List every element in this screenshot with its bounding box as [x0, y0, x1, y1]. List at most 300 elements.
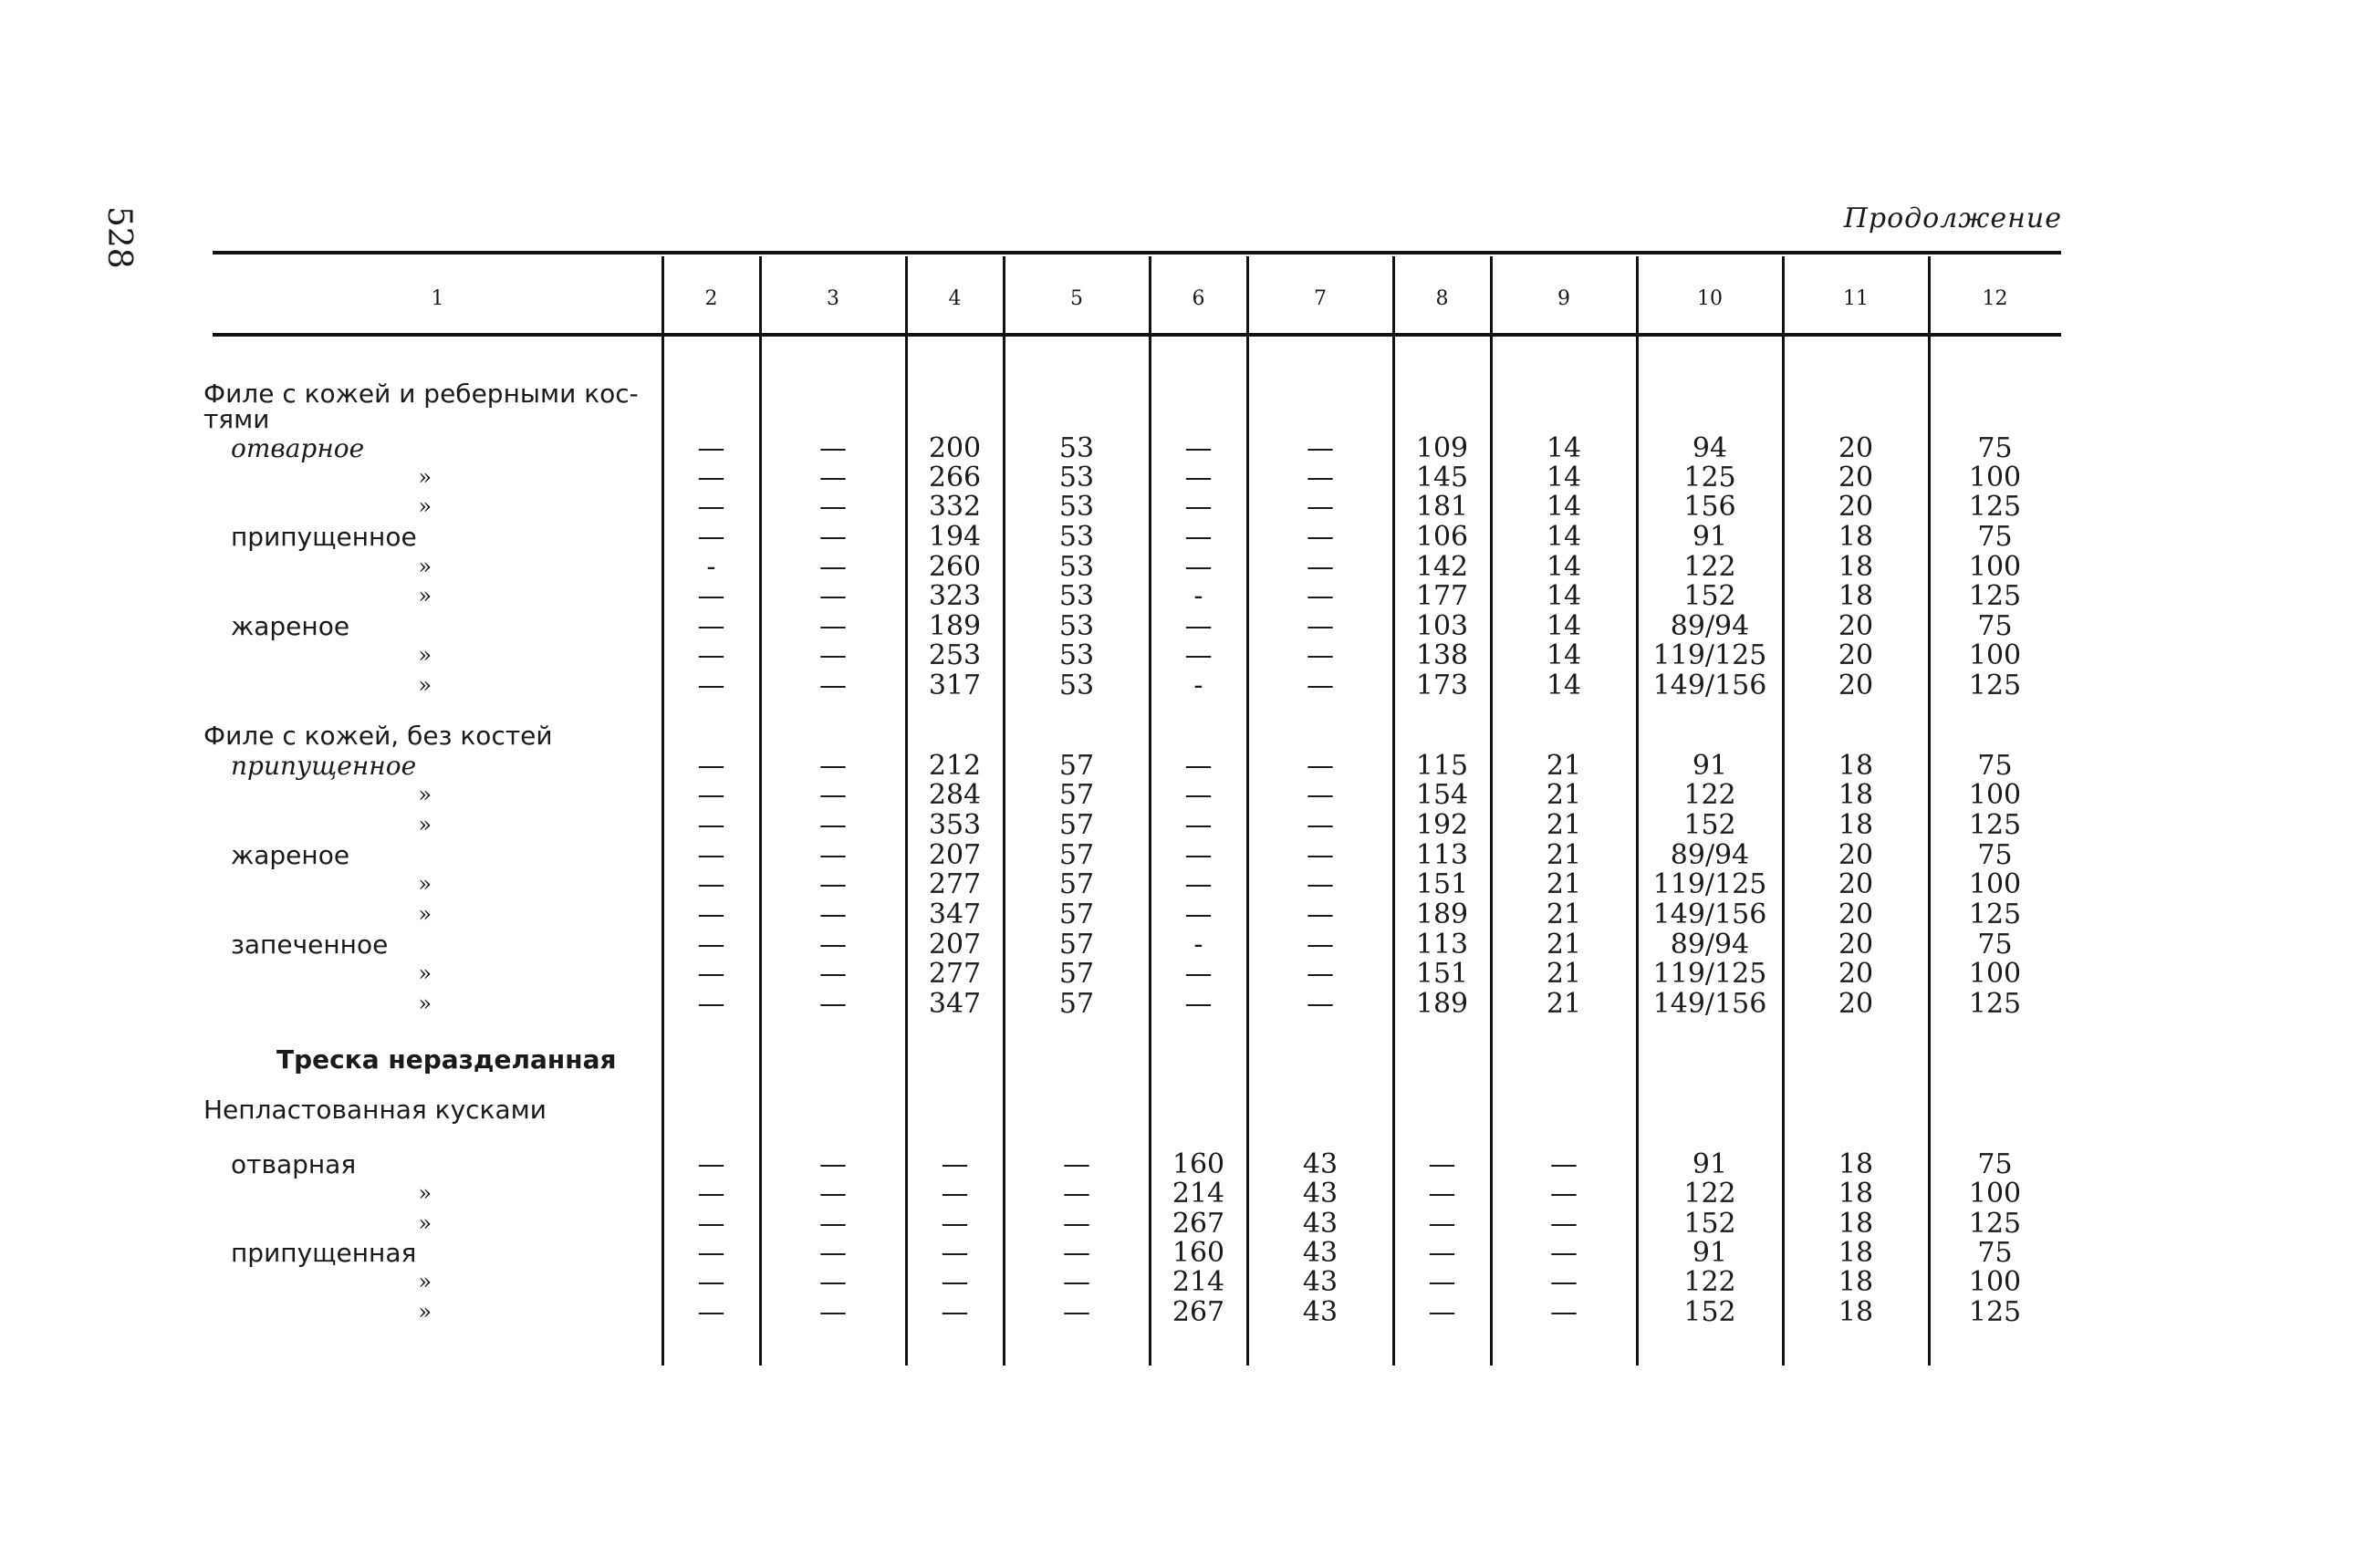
table-cell: —: [1184, 988, 1213, 1020]
table-cell: 89/94: [1670, 610, 1750, 642]
row-label: »: [418, 812, 432, 837]
table-row: [213, 1297, 2061, 1327]
table-cell: —: [1063, 1237, 1090, 1269]
table-cell: 149/156: [1652, 898, 1767, 930]
table-cell: 149/156: [1652, 670, 1767, 701]
table-row: [213, 1267, 2061, 1297]
row-label: »: [418, 464, 432, 490]
table-cell: 20: [1838, 670, 1874, 701]
table-cell: 20: [1838, 958, 1874, 990]
table-cell: —: [1307, 670, 1334, 701]
table-cell: 18: [1838, 1266, 1874, 1298]
table-cell: 125: [1968, 809, 2022, 841]
row-label: »: [418, 642, 432, 668]
table-cell: 160: [1172, 1237, 1225, 1269]
table-row: [213, 640, 2061, 670]
table-cell: 75: [1977, 1148, 2013, 1180]
table-cell: 332: [928, 491, 982, 523]
table-cell: —: [697, 1148, 725, 1180]
table-cell: —: [697, 670, 725, 701]
table-cell: 14: [1546, 491, 1582, 523]
table-cell: —: [1063, 1208, 1090, 1240]
table-cell: 214: [1172, 1266, 1225, 1298]
table-cell: 152: [1683, 580, 1736, 612]
table-cell: 125: [1968, 1208, 2022, 1240]
table-cell: —: [1307, 639, 1334, 671]
table-cell: —: [1307, 580, 1334, 612]
column-header: 5: [1070, 287, 1083, 310]
table-cell: 100: [1968, 462, 2022, 493]
table-cell: —: [1428, 1148, 1456, 1180]
row-label: »: [418, 1210, 432, 1236]
table-cell: —: [697, 610, 725, 642]
table-cell: 125: [1968, 988, 2022, 1020]
table-cell: —: [1184, 958, 1213, 990]
table-cell: —: [1184, 809, 1213, 841]
table-cell: 122: [1683, 551, 1736, 583]
table-cell: 53: [1058, 521, 1095, 553]
table-cell: 18: [1838, 521, 1874, 553]
table-cell: 91: [1692, 1237, 1728, 1269]
table-row: [213, 552, 2061, 582]
table-cell: —: [819, 1237, 847, 1269]
table-cell: 14: [1546, 670, 1582, 701]
table-cell: 100: [1968, 1178, 2022, 1210]
table-cell: —: [819, 670, 847, 701]
table-cell: —: [819, 1148, 847, 1180]
table-cell: 189: [928, 610, 982, 642]
table-cell: —: [819, 432, 847, 464]
table-cell: 57: [1058, 750, 1095, 782]
table-cell: 100: [1968, 779, 2022, 811]
table-cell: 43: [1302, 1208, 1338, 1240]
column-header: 12: [1982, 287, 2008, 310]
table-cell: 20: [1838, 610, 1874, 642]
table-cell: 214: [1172, 1178, 1225, 1210]
table-cell: —: [819, 898, 847, 930]
table-cell: —: [819, 491, 847, 523]
table-cell: 253: [928, 639, 982, 671]
table-row: [213, 1149, 2061, 1179]
table-cell: —: [819, 610, 847, 642]
table-cell: —: [697, 750, 725, 782]
table-row: [213, 1044, 2061, 1075]
table-cell: —: [1307, 432, 1334, 464]
row-label: отварная: [231, 1149, 357, 1179]
table-cell: —: [941, 1148, 969, 1180]
table-cell: 14: [1546, 462, 1582, 493]
table-cell: —: [1184, 462, 1213, 493]
table-cell: 57: [1058, 839, 1095, 871]
table-cell: 100: [1968, 551, 2022, 583]
row-label: Филе с кожей, без костей: [203, 721, 553, 751]
table-row: [203, 404, 2061, 434]
table-cell: 75: [1977, 750, 2013, 782]
table-row: [213, 810, 2061, 840]
row-label: »: [418, 1299, 432, 1324]
table-cell: 100: [1968, 639, 2022, 671]
table-cell: —: [697, 958, 725, 990]
table-cell: 21: [1546, 958, 1582, 990]
table-cell: 18: [1838, 1237, 1874, 1269]
table-cell: —: [1307, 462, 1334, 493]
table-row: [213, 522, 2061, 552]
table-cell: 122: [1683, 779, 1736, 811]
column-header: 4: [948, 287, 962, 310]
row-label: запеченное: [231, 929, 389, 960]
table-cell: 18: [1838, 1208, 1874, 1240]
table-cell: 115: [1415, 750, 1469, 782]
table-cell: —: [1307, 929, 1334, 961]
table-cell: 125: [1968, 491, 2022, 523]
row-label: отварное: [231, 433, 365, 463]
table-cell: 125: [1968, 670, 2022, 701]
table-cell: —: [1550, 1178, 1578, 1210]
table-cell: 173: [1415, 670, 1469, 701]
table-cell: 347: [928, 988, 982, 1020]
table-cell: 177: [1415, 580, 1469, 612]
row-label: тями: [203, 404, 270, 434]
table-cell: 125: [1968, 1296, 2022, 1328]
table-cell: 200: [928, 432, 982, 464]
table-cell: 20: [1838, 988, 1874, 1020]
table-row: [213, 780, 2061, 810]
row-label: »: [418, 1269, 432, 1294]
table-cell: 154: [1415, 779, 1469, 811]
table-cell: 106: [1415, 521, 1469, 553]
table-cell: 53: [1058, 462, 1095, 493]
table-cell: 113: [1415, 839, 1469, 871]
table-cell: 189: [1415, 898, 1469, 930]
table-cell: 181: [1415, 491, 1469, 523]
table-cell: 18: [1838, 1296, 1874, 1328]
table-cell: —: [941, 1208, 969, 1240]
continuation-label: Продолжение: [1843, 202, 2062, 234]
table-cell: -: [1193, 929, 1203, 961]
table-cell: —: [941, 1178, 969, 1210]
table-cell: —: [819, 1266, 847, 1298]
table-cell: —: [1307, 779, 1334, 811]
table-cell: —: [1063, 1296, 1090, 1328]
table-cell: —: [1184, 898, 1213, 930]
data-table: [203, 251, 2061, 1368]
table-cell: 277: [928, 958, 982, 990]
table-cell: 14: [1546, 551, 1582, 583]
table-cell: 152: [1683, 1208, 1736, 1240]
table-cell: 21: [1546, 898, 1582, 930]
table-cell: 20: [1838, 929, 1874, 961]
table-cell: 189: [1415, 988, 1469, 1020]
row-label: »: [418, 961, 432, 986]
table-cell: 18: [1838, 779, 1874, 811]
table-cell: —: [697, 580, 725, 612]
table-cell: 53: [1058, 670, 1095, 701]
table-cell: —: [697, 521, 725, 553]
table-cell: —: [819, 580, 847, 612]
table-cell: —: [819, 639, 847, 671]
table-cell: 57: [1058, 988, 1095, 1020]
table-cell: 353: [928, 809, 982, 841]
table-cell: —: [1307, 839, 1334, 871]
table-cell: 284: [928, 779, 982, 811]
table-cell: 21: [1546, 750, 1582, 782]
table-cell: 109: [1415, 432, 1469, 464]
row-label: припущенная: [231, 1238, 417, 1268]
table-cell: —: [697, 639, 725, 671]
row-label: »: [418, 554, 432, 579]
table-cell: 145: [1415, 462, 1469, 493]
table-cell: 18: [1838, 1148, 1874, 1180]
table-cell: —: [697, 868, 725, 900]
table-cell: 75: [1977, 929, 2013, 961]
table-cell: 57: [1058, 958, 1095, 990]
row-label: »: [418, 1180, 432, 1206]
table-cell: 142: [1415, 551, 1469, 583]
table-cell: 14: [1546, 432, 1582, 464]
table-cell: —: [1184, 432, 1213, 464]
table-cell: 152: [1683, 809, 1736, 841]
table-row: [213, 929, 2061, 960]
table-cell: 21: [1546, 988, 1582, 1020]
table-cell: —: [1550, 1266, 1578, 1298]
table-cell: —: [1184, 868, 1213, 900]
table-cell: 20: [1838, 898, 1874, 930]
table-cell: 14: [1546, 610, 1582, 642]
table-row: [213, 611, 2061, 641]
row-label: »: [418, 901, 432, 927]
column-header: 6: [1192, 287, 1205, 310]
table-cell: 21: [1546, 929, 1582, 961]
table-cell: —: [819, 958, 847, 990]
table-cell: —: [1307, 750, 1334, 782]
row-label: припущенное: [231, 751, 417, 781]
table-cell: —: [819, 521, 847, 553]
column-header: 2: [704, 287, 718, 310]
table-cell: —: [819, 779, 847, 811]
table-cell: —: [697, 929, 725, 961]
table-cell: 323: [928, 580, 982, 612]
table-cell: 152: [1683, 1296, 1736, 1328]
table-cell: —: [819, 929, 847, 961]
table-cell: 20: [1838, 839, 1874, 871]
table-cell: —: [1184, 551, 1213, 583]
table-cell: 57: [1058, 868, 1095, 900]
table-row: [213, 1179, 2061, 1209]
table-cell: 57: [1058, 929, 1095, 961]
table-row: [203, 1095, 2061, 1125]
table-cell: 267: [1172, 1296, 1225, 1328]
table-row: [213, 840, 2061, 870]
table-cell: -: [1193, 580, 1203, 612]
table-cell: 119/125: [1652, 868, 1767, 900]
row-label: »: [418, 991, 432, 1016]
row-label: »: [418, 782, 432, 807]
table-cell: —: [819, 1178, 847, 1210]
table-cell: 94: [1692, 432, 1728, 464]
table-cell: —: [941, 1237, 969, 1269]
table-cell: 21: [1546, 839, 1582, 871]
row-label: припущенное: [231, 522, 417, 552]
table-cell: 91: [1692, 750, 1728, 782]
table-cell: —: [1550, 1237, 1578, 1269]
table-cell: —: [1063, 1148, 1090, 1180]
column-header: 9: [1557, 287, 1570, 310]
table-cell: 18: [1838, 551, 1874, 583]
row-label: »: [418, 493, 432, 519]
table-cell: 14: [1546, 521, 1582, 553]
table-cell: 18: [1838, 750, 1874, 782]
table-cell: 43: [1302, 1296, 1338, 1328]
table-cell: —: [1307, 868, 1334, 900]
row-label: »: [418, 583, 432, 608]
table-cell: —: [1307, 610, 1334, 642]
table-cell: 125: [1968, 898, 2022, 930]
table-cell: 212: [928, 750, 982, 782]
table-cell: —: [697, 462, 725, 493]
table-cell: —: [819, 750, 847, 782]
table-cell: 260: [928, 551, 982, 583]
table-cell: 156: [1683, 491, 1736, 523]
table-cell: 207: [928, 839, 982, 871]
table-cell: —: [1184, 491, 1213, 523]
table-cell: —: [697, 898, 725, 930]
table-cell: -: [706, 551, 716, 583]
table-cell: 20: [1838, 462, 1874, 493]
table-cell: —: [1184, 521, 1213, 553]
table-cell: 122: [1683, 1266, 1736, 1298]
table-cell: —: [1550, 1148, 1578, 1180]
table-cell: —: [697, 988, 725, 1020]
table-cell: —: [819, 809, 847, 841]
table-cell: 122: [1683, 1178, 1736, 1210]
table-cell: —: [1184, 779, 1213, 811]
table-cell: —: [1428, 1178, 1456, 1210]
table-cell: —: [819, 868, 847, 900]
table-cell: 91: [1692, 521, 1728, 553]
table-row: [213, 869, 2061, 899]
table-cell: —: [1307, 898, 1334, 930]
row-label: жареное: [231, 840, 350, 870]
table-cell: 160: [1172, 1148, 1225, 1180]
table-cell: 103: [1415, 610, 1469, 642]
table-cell: 138: [1415, 639, 1469, 671]
table-cell: —: [1307, 958, 1334, 990]
table-cell: 18: [1838, 580, 1874, 612]
table-cell: 89/94: [1670, 839, 1750, 871]
table-cell: 21: [1546, 868, 1582, 900]
table-cell: 20: [1838, 432, 1874, 464]
table-cell: 119/125: [1652, 639, 1767, 671]
table-row: [213, 899, 2061, 929]
table-cell: —: [819, 988, 847, 1020]
table-row: [213, 670, 2061, 701]
table-cell: 149/156: [1652, 988, 1767, 1020]
table-cell: —: [1428, 1208, 1456, 1240]
table-cell: —: [1307, 551, 1334, 583]
table-cell: 207: [928, 929, 982, 961]
table-cell: 75: [1977, 610, 2013, 642]
table-cell: 53: [1058, 432, 1095, 464]
table-cell: 21: [1546, 809, 1582, 841]
table-cell: 14: [1546, 580, 1582, 612]
row-label: Филе с кожей и реберными кос-: [203, 379, 639, 409]
table-cell: 151: [1415, 958, 1469, 990]
table-cell: —: [1307, 988, 1334, 1020]
table-row: [213, 989, 2061, 1019]
table-cell: —: [1307, 521, 1334, 553]
table-cell: 57: [1058, 809, 1095, 841]
table-row: [203, 721, 2061, 751]
table-cell: —: [1307, 491, 1334, 523]
table-cell: 20: [1838, 868, 1874, 900]
column-header: 7: [1314, 287, 1327, 310]
table-cell: 100: [1968, 1266, 2022, 1298]
table-cell: —: [1184, 839, 1213, 871]
table-cell: 194: [928, 521, 982, 553]
table-cell: 75: [1977, 1237, 2013, 1269]
row-label: Непластованная кусками: [203, 1095, 547, 1125]
column-header: 11: [1843, 287, 1869, 310]
table-cell: —: [697, 839, 725, 871]
table-cell: —: [1550, 1208, 1578, 1240]
table-row: [213, 462, 2061, 493]
table-cell: 53: [1058, 551, 1095, 583]
table-cell: —: [697, 491, 725, 523]
page-number: 528: [100, 206, 138, 269]
table-cell: —: [1063, 1266, 1090, 1298]
table-cell: —: [1184, 639, 1213, 671]
table-rule-top: [213, 251, 2061, 254]
table-cell: 53: [1058, 639, 1095, 671]
table-cell: —: [697, 1208, 725, 1240]
table-cell: 192: [1415, 809, 1469, 841]
table-cell: 347: [928, 898, 982, 930]
table-cell: —: [1063, 1178, 1090, 1210]
table-row: [213, 433, 2061, 463]
column-header: 3: [827, 287, 839, 310]
table-cell: 100: [1968, 868, 2022, 900]
table-cell: 14: [1546, 639, 1582, 671]
table-cell: 18: [1838, 809, 1874, 841]
table-cell: —: [697, 809, 725, 841]
table-cell: —: [819, 551, 847, 583]
table-cell: —: [1307, 809, 1334, 841]
table-cell: 113: [1415, 929, 1469, 961]
table-cell: 20: [1838, 491, 1874, 523]
table-row: [213, 1209, 2061, 1239]
table-cell: 43: [1302, 1237, 1338, 1269]
table-cell: —: [819, 1208, 847, 1240]
table-cell: 125: [1683, 462, 1736, 493]
column-header: 1: [431, 287, 444, 310]
table-cell: 125: [1968, 580, 2022, 612]
table-cell: —: [697, 779, 725, 811]
table-cell: —: [941, 1266, 969, 1298]
table-cell: 266: [928, 462, 982, 493]
table-cell: —: [1550, 1296, 1578, 1328]
table-cell: —: [1428, 1266, 1456, 1298]
table-cell: —: [697, 1237, 725, 1269]
table-cell: —: [1428, 1237, 1456, 1269]
table-cell: —: [941, 1296, 969, 1328]
table-cell: —: [819, 462, 847, 493]
table-cell: —: [697, 1266, 725, 1298]
table-cell: 57: [1058, 898, 1095, 930]
table-row: [213, 1238, 2061, 1268]
table-cell: 20: [1838, 639, 1874, 671]
row-label: жареное: [231, 611, 350, 641]
table-row: [213, 492, 2061, 522]
